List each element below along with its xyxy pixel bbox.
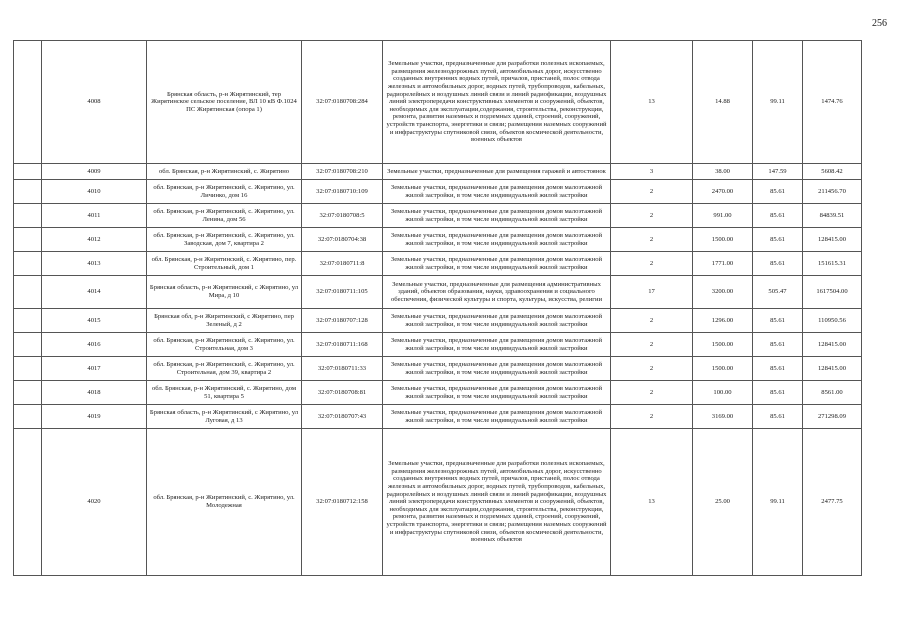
area-value: 2470.00 (693, 180, 753, 204)
cadastral-value: 211456.70 (803, 180, 862, 204)
address-cell: обл. Брянская, р-н Жирятинский, с. Жирятино, ул. Ленина, дом 56 (147, 204, 302, 228)
cadastral-number: 32:07:0180707:128 (302, 309, 383, 333)
cadastral-number: 32:07:0180704:38 (302, 228, 383, 252)
usage-group-code: 2 (611, 180, 693, 204)
table-row (14, 41, 862, 164)
specific-value-rate: 85.61 (753, 309, 803, 333)
row-margin-cell (14, 405, 42, 429)
address-cell: Брянская обл, р-н Жирятинский, с Жирятино, пер Зеленый, д 2 (147, 309, 302, 333)
table-row (14, 333, 862, 357)
land-usage-description: Земельные участки, предназначенные для размещения домов малоэтажной жилой застройки, в том числе индивидуальной жилой застройки (383, 357, 611, 381)
cadastral-number: 32:07:0180708:81 (302, 381, 383, 405)
table-row (14, 357, 862, 381)
row-margin-cell (14, 429, 42, 576)
cadastral-number: 32:07:0180711:8 (302, 252, 383, 276)
cadastral-value: 128415.00 (803, 357, 862, 381)
cadastral-number: 32:07:0180711:33 (302, 357, 383, 381)
cadastral-value: 1617504.00 (803, 276, 862, 309)
row-margin-cell (14, 41, 42, 164)
table-row (14, 164, 862, 180)
land-registry-table (13, 40, 862, 576)
area-value: 1500.00 (693, 357, 753, 381)
record-number: 4012 (42, 228, 147, 252)
address-cell: Брянская область, р-н Жирятинский, тер Жирятинское сельское поселение, ВЛ 10 кВ Ф.1024 ПС Жирятинская (опора 1) (147, 41, 302, 164)
address-cell: обл. Брянская, р-н Жирятинский, с. Жирятино, ул. Заводская, дом 7, квартира 2 (147, 228, 302, 252)
cadastral-value: 271298.09 (803, 405, 862, 429)
address-cell: обл. Брянская, р-н Жирятинский, с. Жирятино (147, 164, 302, 180)
area-value: 3169.00 (693, 405, 753, 429)
land-usage-description: Земельные участки, предназначенные для размещения домов малоэтажной жилой застройки, в том числе индивидуальной жилой застройки (383, 333, 611, 357)
land-usage-description: Земельные участки, предназначенные для размещения домов малоэтажной жилой застройки, в том числе индивидуальной жилой застройки (383, 381, 611, 405)
land-usage-description: Земельные участки, предназначенные для размещения гаражей и автостоянок (383, 164, 611, 180)
area-value: 38.00 (693, 164, 753, 180)
table-row (14, 276, 862, 309)
cadastral-value: 110950.56 (803, 309, 862, 333)
table-row (14, 204, 862, 228)
page-number: 256 (872, 18, 887, 29)
record-number: 4020 (42, 429, 147, 576)
cadastral-value: 1474.76 (803, 41, 862, 164)
row-margin-cell (14, 164, 42, 180)
record-number: 4009 (42, 164, 147, 180)
cadastral-number: 32:07:0180711:105 (302, 276, 383, 309)
land-usage-description: Земельные участки, предназначенные для размещения домов малоэтажной жилой застройки, в том числе индивидуальной жилой застройки (383, 252, 611, 276)
area-value: 991.00 (693, 204, 753, 228)
specific-value-rate: 505.47 (753, 276, 803, 309)
land-usage-description: Земельные участки, предназначенные для размещения домов малоэтажной жилой застройки, в том числе индивидуальной жилой застройки (383, 405, 611, 429)
specific-value-rate: 85.61 (753, 204, 803, 228)
usage-group-code: 2 (611, 333, 693, 357)
address-cell: Брянская область, р-н Жирятинский, с Жирятино, ул Луговая, д 13 (147, 405, 302, 429)
specific-value-rate: 85.61 (753, 252, 803, 276)
table-row (14, 405, 862, 429)
cadastral-value: 8561.00 (803, 381, 862, 405)
land-usage-description: Земельные участки, предназначенные для размещения административных зданий, объектов образования, науки, здравоохранения и социального обеспечения, физической культуры и спорта, культуры, искусства, религии (383, 276, 611, 309)
record-number: 4014 (42, 276, 147, 309)
address-cell: обл. Брянская, р-н Жирятинский, с. Жирятино, ул. Молодежная (147, 429, 302, 576)
specific-value-rate: 99.11 (753, 429, 803, 576)
usage-group-code: 17 (611, 276, 693, 309)
record-number: 4015 (42, 309, 147, 333)
table-row (14, 252, 862, 276)
row-margin-cell (14, 309, 42, 333)
specific-value-rate: 85.61 (753, 405, 803, 429)
record-number: 4016 (42, 333, 147, 357)
cadastral-number: 32:07:0180712:158 (302, 429, 383, 576)
row-margin-cell (14, 252, 42, 276)
table-row (14, 309, 862, 333)
usage-group-code: 13 (611, 41, 693, 164)
specific-value-rate: 85.61 (753, 180, 803, 204)
specific-value-rate: 85.61 (753, 381, 803, 405)
row-margin-cell (14, 276, 42, 309)
area-value: 1500.00 (693, 228, 753, 252)
cadastral-number: 32:07:0180711:168 (302, 333, 383, 357)
area-value: 14.88 (693, 41, 753, 164)
area-value: 25.00 (693, 429, 753, 576)
usage-group-code: 13 (611, 429, 693, 576)
cadastral-value: 84839.51 (803, 204, 862, 228)
record-number: 4017 (42, 357, 147, 381)
usage-group-code: 2 (611, 204, 693, 228)
area-value: 3200.00 (693, 276, 753, 309)
row-margin-cell (14, 204, 42, 228)
area-value: 1771.00 (693, 252, 753, 276)
table-row (14, 180, 862, 204)
address-cell: обл. Брянская, р-н Жирятинский, с. Жирятино, ул. Личинко, дом 16 (147, 180, 302, 204)
usage-group-code: 2 (611, 357, 693, 381)
cadastral-value: 128415.00 (803, 333, 862, 357)
area-value: 1500.00 (693, 333, 753, 357)
address-cell: обл. Брянская, р-н Жирятинский, с. Жирятино, ул. Строительная, дом 3 (147, 333, 302, 357)
table-row (14, 228, 862, 252)
cadastral-number: 32:07:0180707:43 (302, 405, 383, 429)
specific-value-rate: 85.61 (753, 357, 803, 381)
address-cell: обл. Брянская, р-н Жирятинский, с. Жирятино, дом 51, квартира 5 (147, 381, 302, 405)
row-margin-cell (14, 381, 42, 405)
address-cell: обл. Брянская, р-н Жирятинский, с. Жирятино, пер. Строительный, дом 1 (147, 252, 302, 276)
record-number: 4010 (42, 180, 147, 204)
record-number: 4008 (42, 41, 147, 164)
row-margin-cell (14, 333, 42, 357)
usage-group-code: 3 (611, 164, 693, 180)
land-usage-description: Земельные участки, предназначенные для размещения домов малоэтажной жилой застройки, в том числе индивидуальной жилой застройки (383, 204, 611, 228)
area-value: 1296.00 (693, 309, 753, 333)
cadastral-value: 5608.42 (803, 164, 862, 180)
record-number: 4018 (42, 381, 147, 405)
specific-value-rate: 85.61 (753, 228, 803, 252)
cadastral-number: 32:07:0180708:5 (302, 204, 383, 228)
land-usage-description: Земельные участки, предназначенные для разработки полезных ископаемых, размещения железнодорожных путей, автомобильных дорог, искусственно созданных внутренних водных путей, причалов, пристаней, полос отвода железных и автомобильных дорог, водных путей, трубопроводов, кабельных, радиорелейных и воздушных линий связи и линий радиофикации, воздушных линий электропередачи конструктивных элементов и сооружений, объектов, необходимых для эксплуатации,содержания, строительства, реконструкции, ремонта, развития наземных и подземных зданий, строений, сооружений, устройств транспорта, энергетики и связи; размещения наземных сооружений и инфраструктуры спутниковой связи, объектов космической деятельности, военных объектов (383, 429, 611, 576)
table-row (14, 429, 862, 576)
usage-group-code: 2 (611, 252, 693, 276)
cadastral-value: 2477.75 (803, 429, 862, 576)
usage-group-code: 2 (611, 405, 693, 429)
table-row (14, 381, 862, 405)
row-margin-cell (14, 228, 42, 252)
record-number: 4011 (42, 204, 147, 228)
record-number: 4019 (42, 405, 147, 429)
specific-value-rate: 85.61 (753, 333, 803, 357)
row-margin-cell (14, 180, 42, 204)
address-cell: обл. Брянская, р-н Жирятинский, с. Жирятино, ул. Строительная, дом 39, квартира 2 (147, 357, 302, 381)
usage-group-code: 2 (611, 381, 693, 405)
cadastral-number: 32:07:0180710:109 (302, 180, 383, 204)
land-usage-description: Земельные участки, предназначенные для разработки полезных ископаемых, размещения железнодорожных путей, автомобильных дорог, искусственно созданных внутренних водных путей, причалов, пристаней, полос отвода железных и автомобильных дорог, водных путей, трубопроводов, кабельных, радиорелейных и воздушных линий связи и линий радиофикации, воздушных линий электропередачи конструктивных элементов и сооружений, объектов, необходимых для эксплуатации,содержания, строительства, реконструкции, ремонта, развития наземных и подземных зданий, строений, сооружений, устройств транспорта, энергетики и связи; размещения наземных сооружений и инфраструктуры спутниковой связи, объектов космической деятельности, военных объектов (383, 41, 611, 164)
row-margin-cell (14, 357, 42, 381)
land-usage-description: Земельные участки, предназначенные для размещения домов малоэтажной жилой застройки, в том числе индивидуальной жилой застройки (383, 309, 611, 333)
usage-group-code: 2 (611, 309, 693, 333)
record-number: 4013 (42, 252, 147, 276)
cadastral-value: 151615.31 (803, 252, 862, 276)
cadastral-number: 32:07:0180708:210 (302, 164, 383, 180)
usage-group-code: 2 (611, 228, 693, 252)
specific-value-rate: 99.11 (753, 41, 803, 164)
cadastral-value: 128415.00 (803, 228, 862, 252)
specific-value-rate: 147.59 (753, 164, 803, 180)
cadastral-number: 32:07:0180708:284 (302, 41, 383, 164)
area-value: 100.00 (693, 381, 753, 405)
land-usage-description: Земельные участки, предназначенные для размещения домов малоэтажной жилой застройки, в том числе индивидуальной жилой застройки (383, 228, 611, 252)
address-cell: Брянская область, р-н Жирятинский, с Жирятино, ул Мира, д 10 (147, 276, 302, 309)
land-usage-description: Земельные участки, предназначенные для размещения домов малоэтажной жилой застройки, в том числе индивидуальной жилой застройки (383, 180, 611, 204)
